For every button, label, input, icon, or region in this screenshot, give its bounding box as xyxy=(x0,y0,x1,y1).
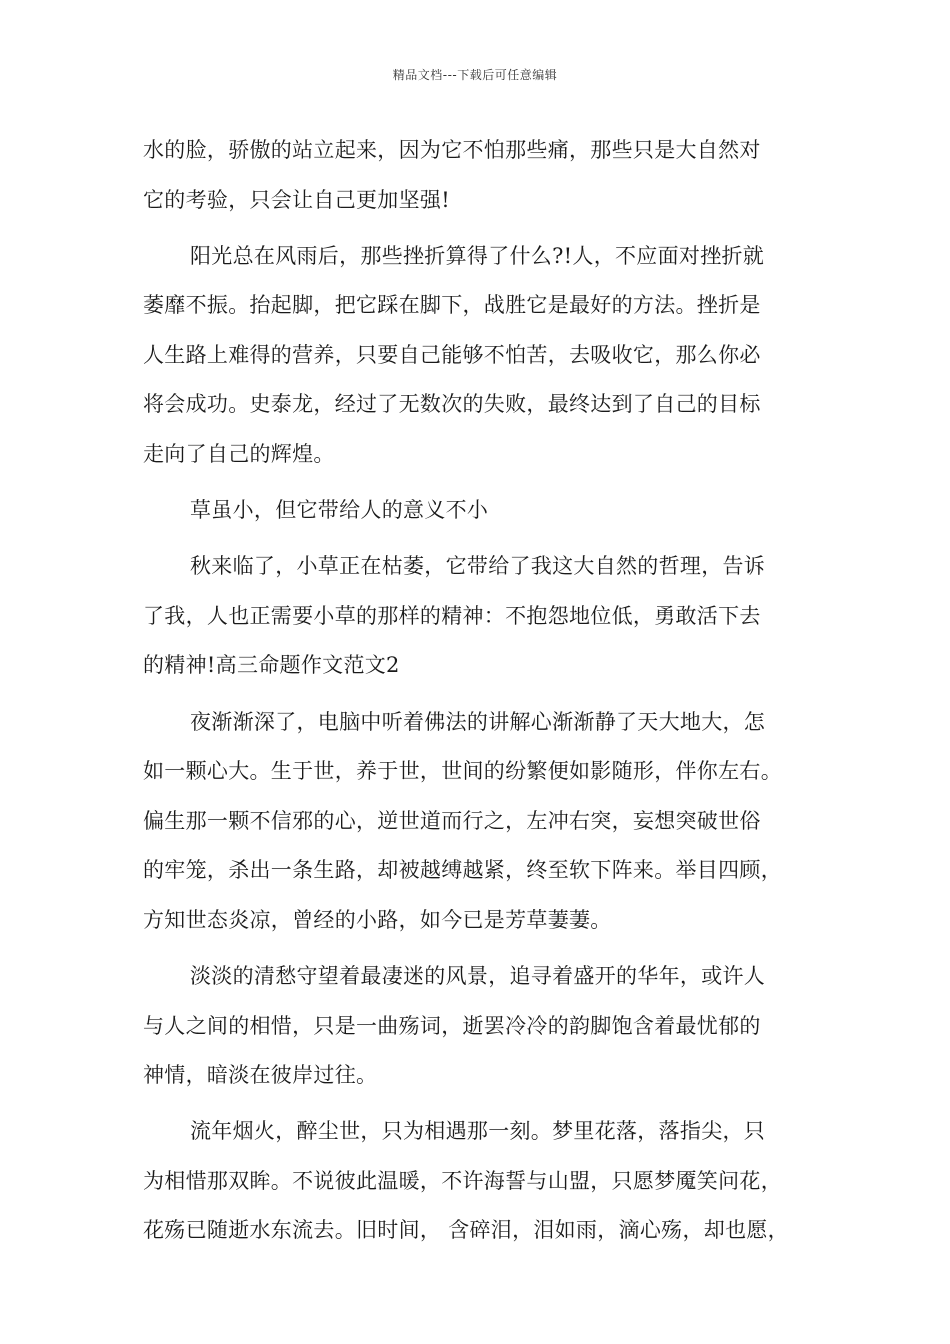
text-line: 的牢笼，杀出一条生路，却被越缚越紧，终至软下阵来。举目四顾， xyxy=(143,858,782,883)
page-header: 精品文档---下载后可任意编辑 xyxy=(392,68,558,82)
text-line: 萎靡不振。抬起脚，把它踩在脚下，战胜它是最好的方法。挫折是 xyxy=(143,293,761,318)
text-line: 偏生那一颗不信邪的心，逆世道而行之，左冲右突，妄想突破世俗 xyxy=(143,808,761,833)
text-line: 它的考验，只会让自己更加坚强! xyxy=(143,187,450,212)
text-line: 花殇已随逝水东流去。旧时间， 含碎泪，泪如雨，滴心殇，却也愿， xyxy=(143,1218,789,1243)
text-line: 流年烟火，醉尘世，只为相遇那一刻。梦里花落，落指尖，只 xyxy=(190,1119,766,1144)
text-line: 如一颗心大。生于世，养于世，世间的纷繁便如影随形，伴你左右。 xyxy=(143,759,782,784)
paragraph xyxy=(143,486,823,536)
paragraph xyxy=(143,232,823,480)
paragraph xyxy=(143,952,823,1101)
text-line: 水的脸，骄傲的站立起来，因为它不怕那些痛，那些只是大自然对 xyxy=(143,138,761,162)
paragraph xyxy=(143,698,823,946)
text-line: 走向了自己的辉煌。 xyxy=(143,442,335,467)
text-line: 为相惜那双眸。不说彼此温暖，不许海誓与山盟，只愿梦魇笑问花， xyxy=(143,1168,782,1193)
paragraph xyxy=(143,1107,823,1256)
document-body xyxy=(143,126,823,1263)
paragraph xyxy=(143,126,823,225)
text-line: 淡淡的清愁守望着最凄迷的风景，追寻着盛开的华年，或许人 xyxy=(190,964,766,988)
text-line: 草虽小，但它带给人的意义不小 xyxy=(190,498,489,523)
text-line: 的精神!高三命题作文范文2 xyxy=(143,653,400,678)
text-line: 人生路上难得的营养，只要自己能够不怕苦，去吸收它，那么你必 xyxy=(143,342,761,367)
text-line: 夜渐渐深了，电脑中听着佛法的讲解心渐渐静了天大地大，怎 xyxy=(190,709,766,734)
text-line: 与人之间的相惜，只是一曲殇词，逝罢冷冷的韵脚饱含着最忧郁的 xyxy=(143,1013,761,1038)
text-line: 将会成功。史泰龙，经过了无数次的失败，最终达到了自己的目标 xyxy=(143,392,761,417)
paragraph xyxy=(143,542,823,691)
text-line: 阳光总在风雨后，那些挫折算得了什么?!人，不应面对挫折就 xyxy=(190,243,765,268)
text-line: 秋来临了，小草正在枯萎，它带给了我这大自然的哲理，告诉 xyxy=(190,554,766,579)
text-line: 了我，人也正需要小草的那样的精神：不抱怨地位低，勇敢活下去 xyxy=(143,603,761,628)
text-line: 神情，暗淡在彼岸过往。 xyxy=(143,1063,378,1088)
text-line: 方知世态炎凉，曾经的小路，如今已是芳草萋萋。 xyxy=(143,907,612,932)
